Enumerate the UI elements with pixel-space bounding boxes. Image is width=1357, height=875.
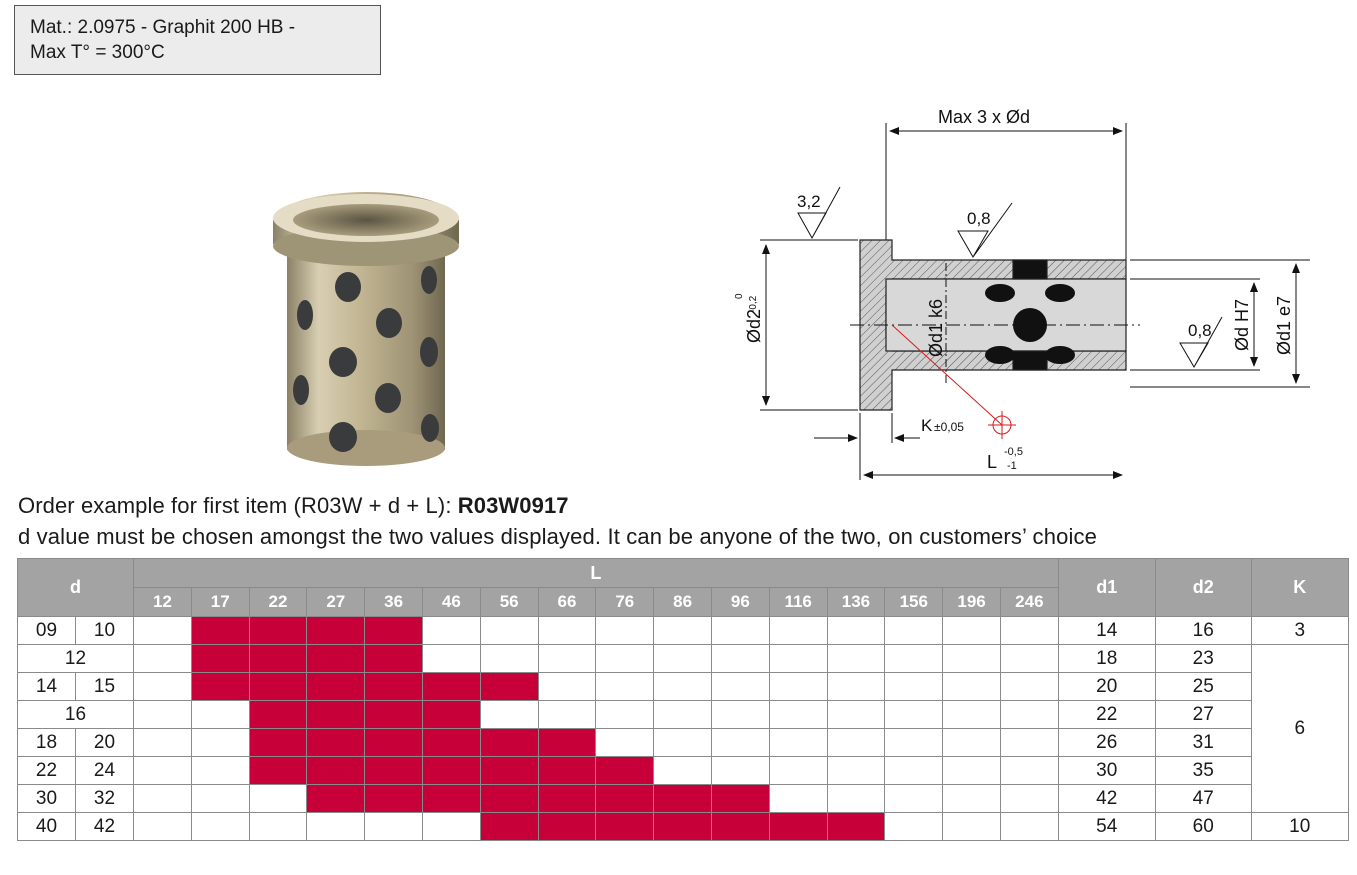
available-cell — [249, 757, 307, 785]
d2-tol-top: 0 — [734, 293, 745, 299]
k-value: 6 — [1251, 645, 1348, 813]
empty-cell — [1000, 729, 1058, 757]
available-cell — [191, 617, 249, 645]
empty-cell — [1000, 673, 1058, 701]
available-cell — [596, 813, 654, 841]
roughness-label-b: 0,8 — [967, 209, 991, 228]
available-cell — [596, 757, 654, 785]
empty-cell — [943, 785, 1001, 813]
d-value-a: 40 — [18, 813, 76, 841]
d2-value: 25 — [1155, 673, 1251, 701]
empty-cell — [654, 673, 712, 701]
header-L-value: 116 — [769, 588, 827, 617]
empty-cell — [654, 701, 712, 729]
header-L-value: 246 — [1000, 588, 1058, 617]
empty-cell — [827, 617, 885, 645]
empty-cell — [711, 645, 769, 673]
available-cell — [538, 729, 596, 757]
empty-cell — [134, 785, 192, 813]
available-cell — [827, 813, 885, 841]
l-tol-bottom: -1 — [1007, 460, 1017, 472]
d-value: 16 — [18, 701, 134, 729]
empty-cell — [943, 729, 1001, 757]
empty-cell — [1000, 757, 1058, 785]
empty-cell — [885, 785, 943, 813]
empty-cell — [249, 785, 307, 813]
empty-cell — [827, 645, 885, 673]
d2-label: Ød2 — [744, 308, 764, 343]
empty-cell — [191, 757, 249, 785]
k-value: 10 — [1251, 813, 1348, 841]
header-L-value: 36 — [365, 588, 423, 617]
d-value-a: 09 — [18, 617, 76, 645]
available-cell — [480, 813, 538, 841]
available-cell — [365, 701, 423, 729]
header-L-value: 156 — [885, 588, 943, 617]
available-cell — [422, 729, 480, 757]
available-cell — [249, 701, 307, 729]
empty-cell — [422, 617, 480, 645]
d2-value: 47 — [1155, 785, 1251, 813]
empty-cell — [191, 701, 249, 729]
empty-cell — [711, 757, 769, 785]
empty-cell — [769, 645, 827, 673]
empty-cell — [596, 673, 654, 701]
available-cell — [711, 785, 769, 813]
header-L-value: 76 — [596, 588, 654, 617]
empty-cell — [191, 729, 249, 757]
available-cell — [365, 673, 423, 701]
empty-cell — [1000, 785, 1058, 813]
dimension-table — [17, 558, 1349, 841]
empty-cell — [769, 673, 827, 701]
table-row — [18, 785, 1349, 813]
order-example-code: R03W0917 — [457, 493, 569, 518]
k-tol-label: ±0,05 — [934, 420, 964, 434]
table-row — [18, 617, 1349, 645]
material-line-1: Mat.: 2.0975 - Graphit 200 HB - — [30, 17, 296, 38]
empty-cell — [596, 617, 654, 645]
empty-cell — [1000, 701, 1058, 729]
available-cell — [307, 785, 365, 813]
order-example-prefix: Order example for first item (R03W + d + L): — [18, 493, 458, 518]
empty-cell — [827, 757, 885, 785]
table-row — [18, 645, 1349, 673]
empty-cell — [885, 673, 943, 701]
empty-cell — [422, 645, 480, 673]
available-cell — [365, 645, 423, 673]
d2-tol-bottom: -0,2 — [748, 295, 759, 313]
d-value-b: 15 — [76, 673, 134, 701]
d-value-b: 32 — [76, 785, 134, 813]
empty-cell — [480, 617, 538, 645]
available-cell — [365, 785, 423, 813]
available-cell — [307, 673, 365, 701]
technical-drawing — [720, 95, 1340, 490]
max-length-label: Max 3 x Ød — [938, 107, 1031, 127]
header-L-value: 27 — [307, 588, 365, 617]
empty-cell — [711, 729, 769, 757]
empty-cell — [134, 645, 192, 673]
d-value-b: 10 — [76, 617, 134, 645]
d-value-b: 20 — [76, 729, 134, 757]
d2-value: 60 — [1155, 813, 1251, 841]
d1-k6-label: Ød1 k6 — [926, 298, 946, 357]
header-K: K — [1251, 559, 1348, 617]
empty-cell — [711, 617, 769, 645]
empty-cell — [538, 645, 596, 673]
roughness-label-c: 0,8 — [1188, 321, 1212, 340]
empty-cell — [885, 701, 943, 729]
header-L-value: 96 — [711, 588, 769, 617]
empty-cell — [1000, 617, 1058, 645]
d-value-b: 42 — [76, 813, 134, 841]
empty-cell — [538, 673, 596, 701]
available-cell — [365, 617, 423, 645]
d1-e7-label: Ød1 e7 — [1274, 295, 1294, 355]
empty-cell — [1000, 645, 1058, 673]
available-cell — [480, 785, 538, 813]
d-value-a: 18 — [18, 729, 76, 757]
header-L-value: 86 — [654, 588, 712, 617]
empty-cell — [422, 813, 480, 841]
material-line-2: Max T° = 300°C — [30, 42, 165, 63]
empty-cell — [307, 813, 365, 841]
available-cell — [307, 701, 365, 729]
available-cell — [191, 645, 249, 673]
empty-cell — [769, 701, 827, 729]
available-cell — [422, 757, 480, 785]
available-cell — [422, 701, 480, 729]
empty-cell — [480, 701, 538, 729]
available-cell — [538, 813, 596, 841]
table-row — [18, 757, 1349, 785]
empty-cell — [191, 785, 249, 813]
d1-value: 54 — [1058, 813, 1155, 841]
header-L-value: 56 — [480, 588, 538, 617]
empty-cell — [596, 645, 654, 673]
empty-cell — [711, 701, 769, 729]
empty-cell — [943, 673, 1001, 701]
d1-value: 20 — [1058, 673, 1155, 701]
empty-cell — [596, 729, 654, 757]
empty-cell — [885, 645, 943, 673]
empty-cell — [134, 673, 192, 701]
d-value-a: 30 — [18, 785, 76, 813]
empty-cell — [1000, 813, 1058, 841]
available-cell — [249, 673, 307, 701]
available-cell — [365, 757, 423, 785]
d1-value: 42 — [1058, 785, 1155, 813]
d1-value: 26 — [1058, 729, 1155, 757]
d2-value: 35 — [1155, 757, 1251, 785]
d2-value: 16 — [1155, 617, 1251, 645]
available-cell — [307, 757, 365, 785]
empty-cell — [191, 813, 249, 841]
header-L-value: 46 — [422, 588, 480, 617]
empty-cell — [943, 757, 1001, 785]
d-value-a: 14 — [18, 673, 76, 701]
available-cell — [422, 673, 480, 701]
l-label: L — [987, 452, 998, 472]
table-row — [18, 813, 1349, 841]
available-cell — [480, 729, 538, 757]
d1-value: 30 — [1058, 757, 1155, 785]
available-cell — [711, 813, 769, 841]
d1-value: 14 — [1058, 617, 1155, 645]
empty-cell — [769, 757, 827, 785]
available-cell — [480, 673, 538, 701]
empty-cell — [654, 729, 712, 757]
d2-value: 23 — [1155, 645, 1251, 673]
material-info-box — [14, 5, 381, 75]
table-row — [18, 729, 1349, 757]
l-tol-top: -0,5 — [1004, 446, 1023, 458]
d2-value: 31 — [1155, 729, 1251, 757]
empty-cell — [769, 729, 827, 757]
empty-cell — [943, 617, 1001, 645]
available-cell — [654, 813, 712, 841]
empty-cell — [134, 617, 192, 645]
available-cell — [480, 757, 538, 785]
d1-value: 18 — [1058, 645, 1155, 673]
header-L: L — [134, 559, 1059, 588]
empty-cell — [249, 813, 307, 841]
table-row — [18, 673, 1349, 701]
available-cell — [654, 785, 712, 813]
available-cell — [769, 813, 827, 841]
empty-cell — [134, 729, 192, 757]
d1-value: 22 — [1058, 701, 1155, 729]
order-note: d value must be chosen amongst the two values displayed. It can be anyone of the two, on customers’ choice — [18, 524, 1098, 549]
empty-cell — [596, 701, 654, 729]
bushing-photo — [265, 190, 470, 470]
empty-cell — [885, 757, 943, 785]
available-cell — [422, 785, 480, 813]
empty-cell — [538, 617, 596, 645]
header-L-value: 12 — [134, 588, 192, 617]
empty-cell — [654, 757, 712, 785]
empty-cell — [943, 701, 1001, 729]
empty-cell — [943, 645, 1001, 673]
empty-cell — [827, 785, 885, 813]
header-d1: d1 — [1058, 559, 1155, 617]
order-example-line — [18, 493, 569, 519]
available-cell — [191, 673, 249, 701]
empty-cell — [134, 701, 192, 729]
empty-cell — [134, 757, 192, 785]
header-d: d — [18, 559, 134, 617]
header-L-value: 136 — [827, 588, 885, 617]
available-cell — [538, 785, 596, 813]
k-label: K — [921, 416, 933, 435]
d-value-a: 22 — [18, 757, 76, 785]
empty-cell — [827, 729, 885, 757]
available-cell — [249, 729, 307, 757]
header-L-value: 66 — [538, 588, 596, 617]
available-cell — [249, 617, 307, 645]
empty-cell — [885, 617, 943, 645]
header-L-value: 196 — [943, 588, 1001, 617]
header-d2: d2 — [1155, 559, 1251, 617]
available-cell — [596, 785, 654, 813]
k-value: 3 — [1251, 617, 1348, 645]
d-h7-label: Ød H7 — [1232, 298, 1252, 351]
empty-cell — [943, 813, 1001, 841]
d-value: 12 — [18, 645, 134, 673]
empty-cell — [885, 729, 943, 757]
available-cell — [365, 729, 423, 757]
available-cell — [538, 757, 596, 785]
empty-cell — [365, 813, 423, 841]
empty-cell — [480, 645, 538, 673]
table-row — [18, 701, 1349, 729]
available-cell — [307, 645, 365, 673]
empty-cell — [769, 785, 827, 813]
empty-cell — [769, 617, 827, 645]
empty-cell — [827, 673, 885, 701]
header-L-value: 22 — [249, 588, 307, 617]
empty-cell — [827, 701, 885, 729]
empty-cell — [711, 673, 769, 701]
roughness-label-a: 3,2 — [797, 192, 821, 211]
available-cell — [307, 617, 365, 645]
d-value-b: 24 — [76, 757, 134, 785]
empty-cell — [885, 813, 943, 841]
empty-cell — [134, 813, 192, 841]
empty-cell — [654, 645, 712, 673]
empty-cell — [538, 701, 596, 729]
available-cell — [249, 645, 307, 673]
header-L-value: 17 — [191, 588, 249, 617]
available-cell — [307, 729, 365, 757]
empty-cell — [654, 617, 712, 645]
d2-value: 27 — [1155, 701, 1251, 729]
